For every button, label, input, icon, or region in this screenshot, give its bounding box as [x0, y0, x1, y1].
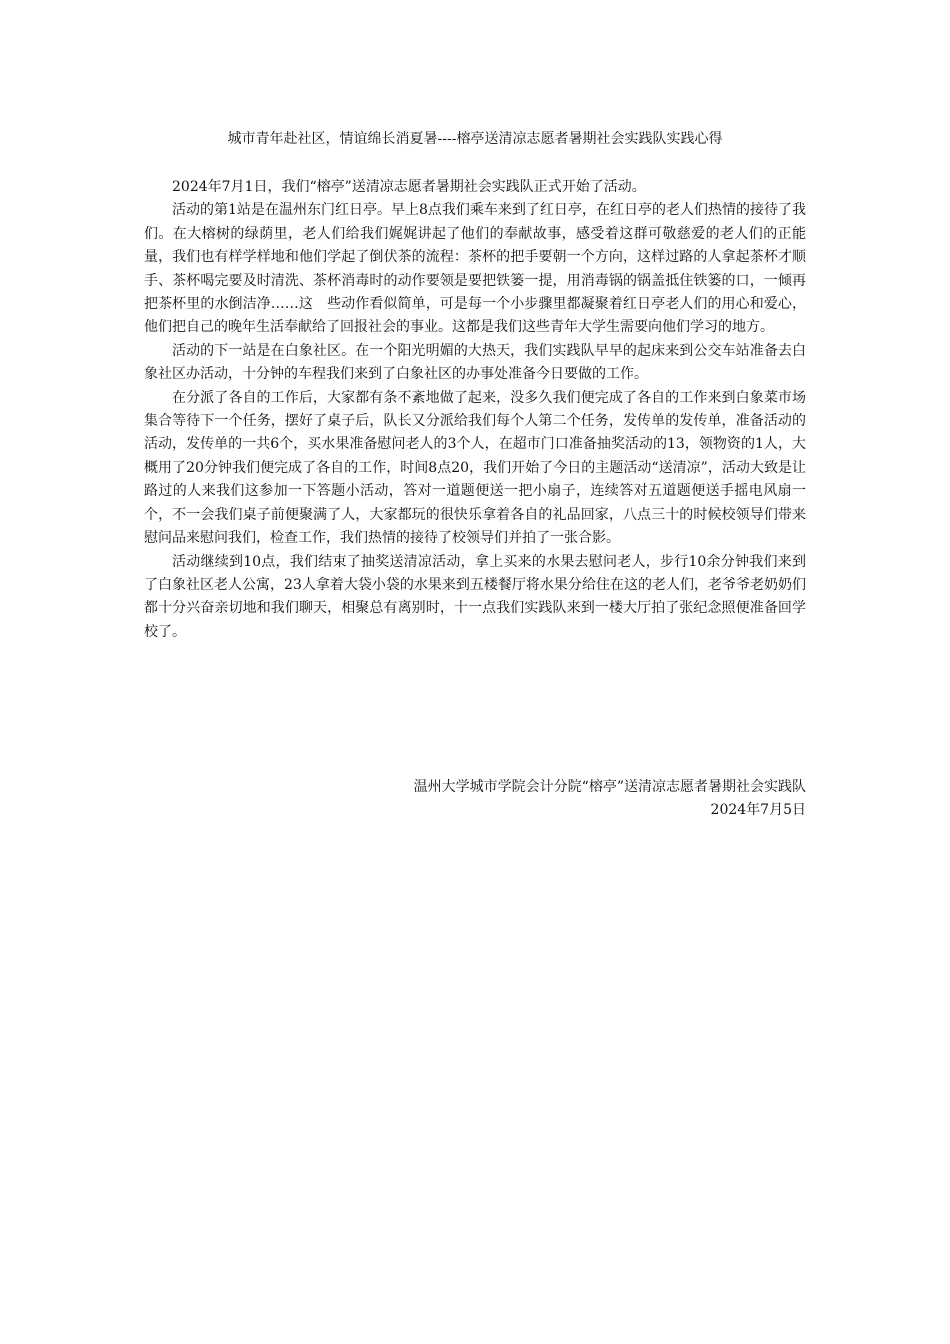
signature-block: [144, 776, 806, 822]
signature-date: 2024年7月5日: [710, 802, 806, 818]
paragraph-5: 活动继续到10点，我们结束了抽奖送清凉活动，拿上买来的水果去慰问老人，步行10余分钟我们来到了白象社区老人公寓，23人拿着大袋小袋的水果来到五楼餐厅将水果分给住在这的老人们，老爷爷老奶奶们都十分兴奋亲切地和我们聊天，相聚总有离别时，十一点我们实践队来到一楼大厅拍了张纪念照便准备回学校了。: [144, 553, 806, 640]
document-body: [144, 176, 806, 644]
paragraph-1: 2024年7月1日，我们“榕亭”送清凉志愿者暑期社会实践队正式开始了活动。: [172, 179, 646, 195]
signature-organization: 温州大学城市学院会计分院“榕亭”送清凉志愿者暑期社会实践队: [413, 779, 806, 795]
paragraph-3: 活动的下一站是在白象社区。在一个阳光明媚的大热天，我们实践队早早的起床来到公交车站准备去白象社区办活动，十分钟的车程我们来到了白象社区的办事处准备今日要做的工作。: [144, 342, 806, 383]
paragraph-4: 在分派了各自的工作后，大家都有条不紊地做了起来，没多久我们便完成了各自的工作来到白象菜市场集合等待下一个任务，摆好了桌子后，队长又分派给我们每个人第二个任务，发传单的发传单，准备活动的活动，发传单的一共6个，买水果准备慰问老人的3个人，在超市门口准备抽奖活动的13，领物资的1人，大概用了20分钟我们便完成了各自的工作，时间8点20，我们开始了今日的主题活动“送清凉”，活动大致是让路过的人来我们这参加一下答题小活动，答对一道题便送一把小扇子，连续答对五道题便送手摇电风扇一个，不一会我们桌子前便聚满了人，大家都玩的很快乐拿着各自的礼品回家，八点三十的时候校领导们带来慰问品来慰问我们，检查工作，我们热情的接待了校领导们并拍了一张合影。: [144, 389, 806, 547]
document-title: 城市青年赴社区，情谊绵长消夏暑----榕亭送清凉志愿者暑期社会实践队实践心得: [227, 131, 723, 147]
paragraph-2: 活动的第1站是在温州东门红日亭。早上8点我们乘车来到了红日亭，在红日亭的老人们热情的接待了我们。在大榕树的绿荫里，老人们给我们娓娓讲起了他们的奉献故事，感受着这群可敬慈爱的老人们的正能量，我们也有样学样地和他们学起了倒伏茶的流程：茶杯的把手要朝一个方向，这样过路的人拿起茶杯才顺手、茶杯喝完要及时清洗、茶杯消毒时的动作要领是要把铁篓一提，用消毒锅的锅盖抵住铁篓的口，一倾再把茶杯里的水倒洁净……这 些动作看似简单，可是每一个小步骤里都凝聚着红日亭老人们的用心和爱心，他们把自己的晚年生活奉献给了回报社会的事业。这都是我们这些青年大学生需要向他们学习的地方。: [144, 202, 806, 336]
